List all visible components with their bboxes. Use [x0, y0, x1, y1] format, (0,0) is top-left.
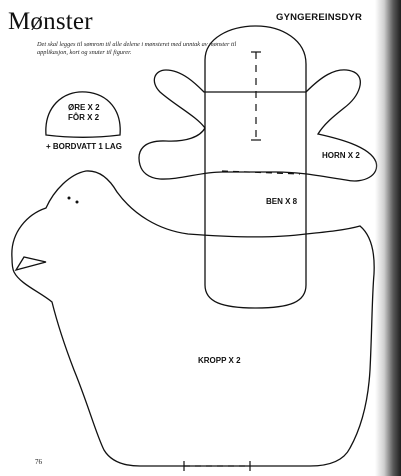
ear-label-line1: ØRE X 2 — [68, 103, 100, 112]
eye-dot — [76, 201, 79, 204]
horn-pattern-piece — [139, 70, 377, 181]
ear-label-line2: FÔR X 2 — [68, 113, 100, 122]
leg-label: BEN X 8 — [266, 197, 298, 206]
book-spine-shadow — [375, 0, 401, 476]
body-label: KROPP X 2 — [198, 356, 241, 365]
pattern-name-heading: GYNGEREINSDYR — [276, 12, 363, 23]
body-pattern-piece — [12, 171, 374, 466]
page-number: 76 — [35, 458, 42, 466]
intro-text: Det skal legges til sømrom til alle delene i mønsteret med unntak av mønster til applikasjon, kort og snuter til figurer. — [37, 41, 237, 56]
eye-dot — [68, 197, 71, 200]
nose-triangle — [16, 257, 46, 270]
horn-label: HORN X 2 — [322, 151, 360, 160]
page-title: Mønster — [8, 8, 93, 35]
ear-batting-note: + BORDVATT 1 LAG — [46, 142, 122, 151]
